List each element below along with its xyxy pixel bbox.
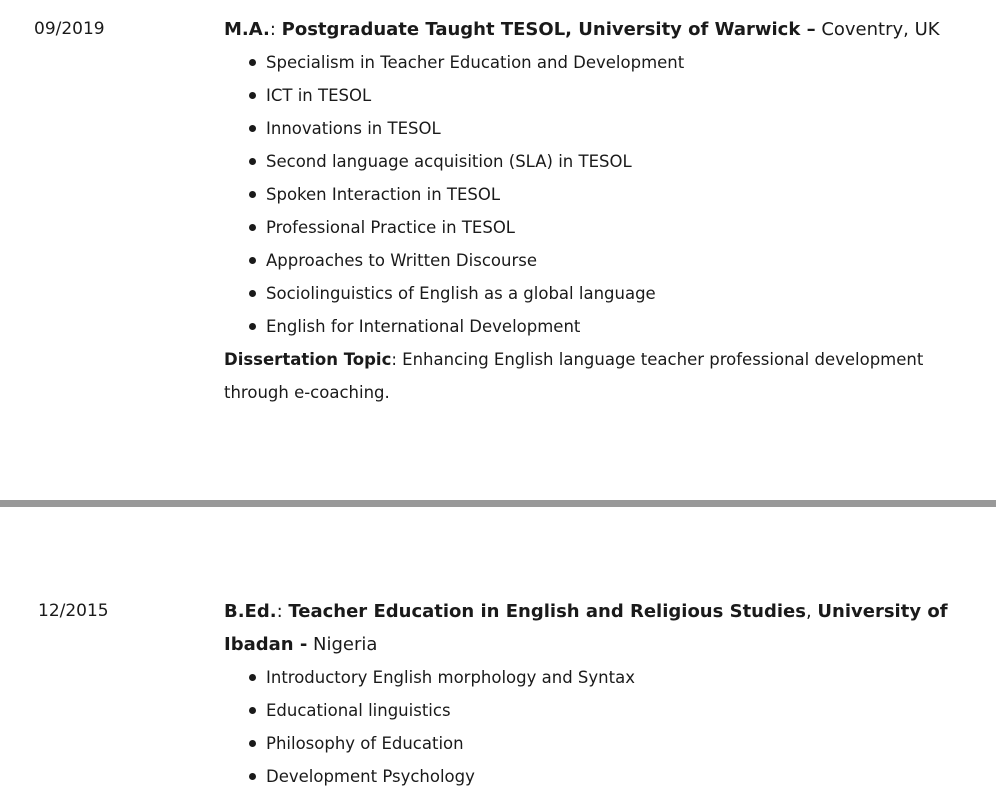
list-item: English for International Development <box>224 310 984 343</box>
list-item: Professional Practice in TESOL <box>224 211 984 244</box>
bullet-icon <box>249 92 256 99</box>
dissertation-topic <box>224 343 984 409</box>
entry-heading <box>224 595 984 661</box>
bullet-icon <box>249 773 256 780</box>
bullet-icon <box>249 224 256 231</box>
bullet-icon <box>249 740 256 747</box>
bullet-icon <box>249 158 256 165</box>
bullet-icon <box>249 257 256 264</box>
section-divider <box>0 500 996 507</box>
bullet-icon <box>249 674 256 681</box>
list-item: ICT in TESOL <box>224 79 984 112</box>
dissertation-label: Dissertation Topic <box>224 350 392 369</box>
heading-comma: , <box>805 601 818 622</box>
program-name: Teacher Education in English and Religious Studies <box>288 601 806 622</box>
list-item: Development Psychology <box>224 760 984 793</box>
list-item: Second language acquisition (SLA) in TESOL <box>224 145 984 178</box>
list-item: Innovations in TESOL <box>224 112 984 145</box>
location-label: Coventry, UK <box>815 19 940 40</box>
course-list <box>224 661 984 793</box>
list-item: Introductory English morphology and Syntax <box>224 661 984 694</box>
degree-label: B.Ed. <box>224 601 277 622</box>
entry-heading <box>224 13 984 46</box>
bullet-icon <box>249 191 256 198</box>
list-item: Philosophy of Education <box>224 727 984 760</box>
program-name: Postgraduate Taught TESOL, University of Warwick – <box>281 19 816 40</box>
entry-date: 09/2019 <box>34 19 105 39</box>
list-item: Approaches to Written Discourse <box>224 244 984 277</box>
bullet-icon <box>249 125 256 132</box>
location-label: Nigeria <box>307 634 378 655</box>
degree-label: M.A. <box>224 19 270 40</box>
entry-content <box>224 595 984 793</box>
bullet-icon <box>249 323 256 330</box>
list-item: Specialism in Teacher Education and Development <box>224 46 984 79</box>
course-list <box>224 46 984 343</box>
heading-colon: : <box>276 601 289 622</box>
bullet-icon <box>249 707 256 714</box>
dissertation-text: : Enhancing English language teacher professional development through e-coaching. <box>224 350 924 402</box>
list-item: Educational linguistics <box>224 694 984 727</box>
entry-content <box>224 13 984 409</box>
bullet-icon <box>249 290 256 297</box>
entry-date: 12/2015 <box>38 601 109 621</box>
bullet-icon <box>249 59 256 66</box>
institution-name: University of Ibadan - <box>224 601 948 655</box>
heading-colon: : <box>269 19 282 40</box>
list-item: Spoken Interaction in TESOL <box>224 178 984 211</box>
list-item: Sociolinguistics of English as a global language <box>224 277 984 310</box>
